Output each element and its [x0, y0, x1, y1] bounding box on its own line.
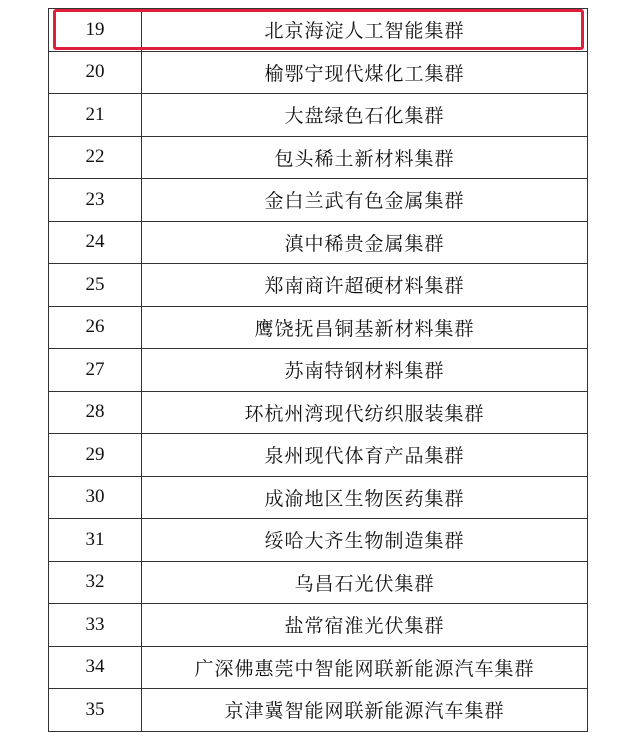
table-row: [49, 94, 588, 137]
cluster-name: 鹰饶抚昌铜基新材料集群: [142, 306, 588, 349]
cluster-name: 乌昌石光伏集群: [142, 561, 588, 604]
cluster-name: 北京海淀人工智能集群: [142, 9, 588, 52]
row-number: 29: [49, 434, 142, 477]
table-row: [49, 391, 588, 434]
row-number: 28: [49, 391, 142, 434]
cluster-name: 成渝地区生物医药集群: [142, 476, 588, 519]
cluster-name: 广深佛惠莞中智能网联新能源汽车集群: [142, 646, 588, 689]
cluster-name: 包头稀土新材料集群: [142, 136, 588, 179]
cluster-name: 金白兰武有色金属集群: [142, 179, 588, 222]
table-row: [49, 561, 588, 604]
cluster-table-container: [48, 8, 588, 732]
row-number: 33: [49, 604, 142, 647]
row-number: 23: [49, 179, 142, 222]
row-number: 24: [49, 221, 142, 264]
table-row: [49, 349, 588, 392]
table-row: [49, 136, 588, 179]
table-row: [49, 434, 588, 477]
row-number: 19: [49, 9, 142, 52]
row-number: 20: [49, 51, 142, 94]
cluster-name: 榆鄂宁现代煤化工集群: [142, 51, 588, 94]
row-number: 27: [49, 349, 142, 392]
row-number: 31: [49, 519, 142, 562]
row-number: 21: [49, 94, 142, 137]
cluster-name: 环杭州湾现代纺织服装集群: [142, 391, 588, 434]
cluster-name: 滇中稀贵金属集群: [142, 221, 588, 264]
table-row: [49, 221, 588, 264]
table-row: [49, 179, 588, 222]
table-row: [49, 9, 588, 52]
table-row: [49, 519, 588, 562]
cluster-name: 郑南商许超硬材料集群: [142, 264, 588, 307]
row-number: 22: [49, 136, 142, 179]
cluster-table: [48, 8, 588, 732]
cluster-name: 盐常宿淮光伏集群: [142, 604, 588, 647]
cluster-name: 京津冀智能网联新能源汽车集群: [142, 689, 588, 732]
table-row: [49, 306, 588, 349]
table-row: [49, 264, 588, 307]
row-number: 32: [49, 561, 142, 604]
cluster-name: 苏南特钢材料集群: [142, 349, 588, 392]
row-number: 34: [49, 646, 142, 689]
row-number: 26: [49, 306, 142, 349]
table-row: [49, 689, 588, 732]
table-row: [49, 604, 588, 647]
row-number: 30: [49, 476, 142, 519]
row-number: 25: [49, 264, 142, 307]
table-row: [49, 51, 588, 94]
row-number: 35: [49, 689, 142, 732]
cluster-table-body: [49, 9, 588, 732]
cluster-name: 绥哈大齐生物制造集群: [142, 519, 588, 562]
cluster-name: 泉州现代体育产品集群: [142, 434, 588, 477]
table-row: [49, 476, 588, 519]
cluster-name: 大盘绿色石化集群: [142, 94, 588, 137]
table-row: [49, 646, 588, 689]
